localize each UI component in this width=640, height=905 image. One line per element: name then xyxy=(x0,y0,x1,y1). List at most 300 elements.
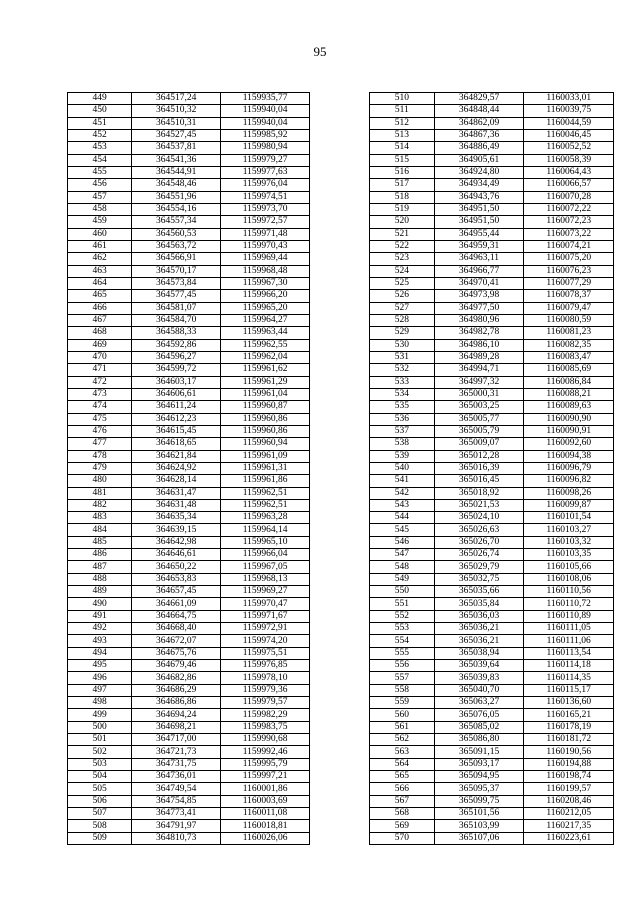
x-coordinate-cell: 364612,23 xyxy=(132,413,221,425)
table-row xyxy=(68,808,310,820)
x-coordinate-cell: 364675,76 xyxy=(132,647,221,659)
point-number-cell: 507 xyxy=(68,808,132,820)
x-coordinate-cell: 364951,50 xyxy=(434,203,524,215)
point-number-cell: 550 xyxy=(370,586,435,598)
point-number-cell: 454 xyxy=(68,154,132,166)
y-coordinate-cell: 1159963,28 xyxy=(221,512,310,524)
point-number-cell: 569 xyxy=(370,820,435,832)
page-number: 95 xyxy=(313,44,327,59)
table-row xyxy=(68,364,310,376)
y-coordinate-cell: 1159964,27 xyxy=(221,314,310,326)
y-coordinate-cell: 1160052,52 xyxy=(524,142,614,154)
point-number-cell: 474 xyxy=(68,401,132,413)
y-coordinate-cell: 1160003,69 xyxy=(221,795,310,807)
point-number-cell: 458 xyxy=(68,203,132,215)
point-number-cell: 539 xyxy=(370,450,435,462)
table-row xyxy=(68,783,310,795)
y-coordinate-cell: 1160108,06 xyxy=(524,573,614,585)
x-coordinate-cell: 364577,45 xyxy=(132,290,221,302)
table-row xyxy=(68,647,310,659)
x-coordinate-cell: 365036,21 xyxy=(434,623,524,635)
table-row xyxy=(370,327,614,339)
point-number-cell: 537 xyxy=(370,425,435,437)
x-coordinate-cell: 364628,14 xyxy=(132,475,221,487)
point-number-cell: 511 xyxy=(370,105,435,117)
point-number-cell: 465 xyxy=(68,290,132,302)
x-coordinate-cell: 365095,37 xyxy=(434,783,524,795)
point-number-cell: 562 xyxy=(370,734,435,746)
y-coordinate-cell: 1160092,60 xyxy=(524,438,614,450)
table-row xyxy=(370,166,614,178)
x-coordinate-cell: 364621,84 xyxy=(132,450,221,462)
y-coordinate-cell: 1159962,51 xyxy=(221,487,310,499)
y-coordinate-cell: 1159976,85 xyxy=(221,660,310,672)
y-coordinate-cell: 1160111,06 xyxy=(524,635,614,647)
point-number-cell: 509 xyxy=(68,832,132,844)
point-number-cell: 461 xyxy=(68,240,132,252)
table-row xyxy=(370,783,614,795)
x-coordinate-cell: 365086,80 xyxy=(434,734,524,746)
y-coordinate-cell: 1160026,06 xyxy=(221,832,310,844)
x-coordinate-cell: 364635,34 xyxy=(132,512,221,524)
x-coordinate-cell: 365101,56 xyxy=(434,808,524,820)
x-coordinate-cell: 365093,17 xyxy=(434,758,524,770)
point-number-cell: 504 xyxy=(68,771,132,783)
table-row xyxy=(68,709,310,721)
x-coordinate-cell: 364541,36 xyxy=(132,154,221,166)
point-number-cell: 520 xyxy=(370,216,435,228)
y-coordinate-cell: 1159982,29 xyxy=(221,709,310,721)
y-coordinate-cell: 1159966,20 xyxy=(221,290,310,302)
y-coordinate-cell: 1159974,20 xyxy=(221,635,310,647)
table-row xyxy=(68,253,310,265)
x-coordinate-cell: 364959,31 xyxy=(434,240,524,252)
x-coordinate-cell: 364631,47 xyxy=(132,487,221,499)
point-number-cell: 453 xyxy=(68,142,132,154)
y-coordinate-cell: 1160058,39 xyxy=(524,154,614,166)
point-number-cell: 567 xyxy=(370,795,435,807)
x-coordinate-cell: 365036,03 xyxy=(434,610,524,622)
table-row xyxy=(68,216,310,228)
y-coordinate-cell: 1159964,14 xyxy=(221,524,310,536)
x-coordinate-cell: 365024,10 xyxy=(434,512,524,524)
point-number-cell: 486 xyxy=(68,549,132,561)
y-coordinate-cell: 1160077,29 xyxy=(524,277,614,289)
point-number-cell: 478 xyxy=(68,450,132,462)
table-row xyxy=(370,364,614,376)
table-row xyxy=(68,203,310,215)
y-coordinate-cell: 1159970,43 xyxy=(221,240,310,252)
x-coordinate-cell: 364611,24 xyxy=(132,401,221,413)
y-coordinate-cell: 1160105,66 xyxy=(524,561,614,573)
y-coordinate-cell: 1160080,59 xyxy=(524,314,614,326)
point-number-cell: 479 xyxy=(68,462,132,474)
table-row xyxy=(370,573,614,585)
point-number-cell: 512 xyxy=(370,117,435,129)
y-coordinate-cell: 1160212,05 xyxy=(524,808,614,820)
table-row xyxy=(68,129,310,141)
table-row xyxy=(370,290,614,302)
x-coordinate-cell: 365003,25 xyxy=(434,401,524,413)
x-coordinate-cell: 364986,10 xyxy=(434,339,524,351)
x-coordinate-cell: 365099,75 xyxy=(434,795,524,807)
x-coordinate-cell: 364672,07 xyxy=(132,635,221,647)
x-coordinate-cell: 364848,44 xyxy=(434,105,524,117)
coordinates-table-left xyxy=(67,92,310,845)
y-coordinate-cell: 1159972,57 xyxy=(221,216,310,228)
y-coordinate-cell: 1160001,86 xyxy=(221,783,310,795)
y-coordinate-cell: 1159962,55 xyxy=(221,339,310,351)
table-row xyxy=(370,425,614,437)
x-coordinate-cell: 364698,21 xyxy=(132,721,221,733)
table-row xyxy=(68,771,310,783)
table-row xyxy=(68,105,310,117)
point-number-cell: 538 xyxy=(370,438,435,450)
y-coordinate-cell: 1160190,56 xyxy=(524,746,614,758)
table-row xyxy=(370,499,614,511)
x-coordinate-cell: 364639,15 xyxy=(132,524,221,536)
table-row xyxy=(370,117,614,129)
y-coordinate-cell: 1160098,26 xyxy=(524,487,614,499)
table-row xyxy=(370,450,614,462)
point-number-cell: 473 xyxy=(68,388,132,400)
x-coordinate-cell: 364966,77 xyxy=(434,265,524,277)
table-row xyxy=(370,524,614,536)
x-coordinate-cell: 364544,91 xyxy=(132,166,221,178)
point-number-cell: 557 xyxy=(370,672,435,684)
point-number-cell: 515 xyxy=(370,154,435,166)
y-coordinate-cell: 1159961,62 xyxy=(221,364,310,376)
x-coordinate-cell: 365036,21 xyxy=(434,635,524,647)
y-coordinate-cell: 1159960,87 xyxy=(221,401,310,413)
y-coordinate-cell: 1160165,21 xyxy=(524,709,614,721)
x-coordinate-cell: 365107,06 xyxy=(434,832,524,844)
table-row xyxy=(370,401,614,413)
y-coordinate-cell: 1159967,30 xyxy=(221,277,310,289)
x-coordinate-cell: 364682,86 xyxy=(132,672,221,684)
table-row xyxy=(68,191,310,203)
table-row xyxy=(370,228,614,240)
table-row xyxy=(68,425,310,437)
table-row xyxy=(68,290,310,302)
y-coordinate-cell: 1160208,46 xyxy=(524,795,614,807)
point-number-cell: 540 xyxy=(370,462,435,474)
table-row xyxy=(68,573,310,585)
table-row xyxy=(370,240,614,252)
point-number-cell: 559 xyxy=(370,697,435,709)
x-coordinate-cell: 364563,72 xyxy=(132,240,221,252)
y-coordinate-cell: 1160076,23 xyxy=(524,265,614,277)
table-row xyxy=(68,832,310,844)
y-coordinate-cell: 1159979,57 xyxy=(221,697,310,709)
x-coordinate-cell: 364791,97 xyxy=(132,820,221,832)
table-row xyxy=(68,586,310,598)
table-row xyxy=(370,684,614,696)
y-coordinate-cell: 1159995,79 xyxy=(221,758,310,770)
point-number-cell: 530 xyxy=(370,339,435,351)
y-coordinate-cell: 1160085,69 xyxy=(524,364,614,376)
point-number-cell: 554 xyxy=(370,635,435,647)
point-number-cell: 505 xyxy=(68,783,132,795)
x-coordinate-cell: 365000,31 xyxy=(434,388,524,400)
x-coordinate-cell: 364584,70 xyxy=(132,314,221,326)
x-coordinate-cell: 365016,39 xyxy=(434,462,524,474)
table-row xyxy=(68,758,310,770)
table-row xyxy=(68,475,310,487)
x-coordinate-cell: 364560,53 xyxy=(132,228,221,240)
y-coordinate-cell: 1160075,20 xyxy=(524,253,614,265)
y-coordinate-cell: 1160115,17 xyxy=(524,684,614,696)
table-row xyxy=(370,512,614,524)
table-row xyxy=(68,339,310,351)
x-coordinate-cell: 364970,41 xyxy=(434,277,524,289)
table-row xyxy=(370,586,614,598)
point-number-cell: 516 xyxy=(370,166,435,178)
point-number-cell: 488 xyxy=(68,573,132,585)
table-row xyxy=(370,746,614,758)
table-row xyxy=(370,808,614,820)
y-coordinate-cell: 1159974,51 xyxy=(221,191,310,203)
point-number-cell: 459 xyxy=(68,216,132,228)
point-number-cell: 499 xyxy=(68,709,132,721)
point-number-cell: 513 xyxy=(370,129,435,141)
x-coordinate-cell: 364905,61 xyxy=(434,154,524,166)
table-row xyxy=(68,327,310,339)
x-coordinate-cell: 364736,01 xyxy=(132,771,221,783)
y-coordinate-cell: 1159960,86 xyxy=(221,425,310,437)
x-coordinate-cell: 364668,40 xyxy=(132,623,221,635)
table-row xyxy=(68,228,310,240)
table-row xyxy=(68,376,310,388)
x-coordinate-cell: 364955,44 xyxy=(434,228,524,240)
x-coordinate-cell: 365039,83 xyxy=(434,672,524,684)
x-coordinate-cell: 365021,53 xyxy=(434,499,524,511)
y-coordinate-cell: 1160194,88 xyxy=(524,758,614,770)
x-coordinate-cell: 364510,31 xyxy=(132,117,221,129)
point-number-cell: 518 xyxy=(370,191,435,203)
x-coordinate-cell: 364650,22 xyxy=(132,561,221,573)
table-row xyxy=(370,265,614,277)
table-row xyxy=(370,734,614,746)
y-coordinate-cell: 1159962,04 xyxy=(221,351,310,363)
table-row xyxy=(68,314,310,326)
table-row xyxy=(68,142,310,154)
point-number-cell: 506 xyxy=(68,795,132,807)
y-coordinate-cell: 1159969,27 xyxy=(221,586,310,598)
x-coordinate-cell: 364510,32 xyxy=(132,105,221,117)
x-coordinate-cell: 364592,86 xyxy=(132,339,221,351)
point-number-cell: 552 xyxy=(370,610,435,622)
point-number-cell: 456 xyxy=(68,179,132,191)
table-row xyxy=(370,203,614,215)
point-number-cell: 535 xyxy=(370,401,435,413)
point-number-cell: 565 xyxy=(370,771,435,783)
table-row xyxy=(370,179,614,191)
y-coordinate-cell: 1160199,57 xyxy=(524,783,614,795)
y-coordinate-cell: 1160178,19 xyxy=(524,721,614,733)
table-row xyxy=(370,216,614,228)
x-coordinate-cell: 364557,34 xyxy=(132,216,221,228)
point-number-cell: 493 xyxy=(68,635,132,647)
y-coordinate-cell: 1159965,10 xyxy=(221,536,310,548)
x-coordinate-cell: 364749,54 xyxy=(132,783,221,795)
table-row xyxy=(68,524,310,536)
y-coordinate-cell: 1160103,35 xyxy=(524,549,614,561)
y-coordinate-cell: 1160110,72 xyxy=(524,598,614,610)
x-coordinate-cell: 365005,77 xyxy=(434,413,524,425)
x-coordinate-cell: 365005,79 xyxy=(434,425,524,437)
x-coordinate-cell: 364657,45 xyxy=(132,586,221,598)
point-number-cell: 496 xyxy=(68,672,132,684)
point-number-cell: 568 xyxy=(370,808,435,820)
x-coordinate-cell: 364934,49 xyxy=(434,179,524,191)
table-row xyxy=(370,277,614,289)
x-coordinate-cell: 364573,84 xyxy=(132,277,221,289)
table-row xyxy=(370,721,614,733)
point-number-cell: 517 xyxy=(370,179,435,191)
y-coordinate-cell: 1160018,81 xyxy=(221,820,310,832)
x-coordinate-cell: 364886,49 xyxy=(434,142,524,154)
table-row xyxy=(370,598,614,610)
table-row xyxy=(68,697,310,709)
point-number-cell: 498 xyxy=(68,697,132,709)
x-coordinate-cell: 364566,91 xyxy=(132,253,221,265)
x-coordinate-cell: 364810,73 xyxy=(132,832,221,844)
y-coordinate-cell: 1160217,35 xyxy=(524,820,614,832)
point-number-cell: 451 xyxy=(68,117,132,129)
point-number-cell: 544 xyxy=(370,512,435,524)
y-coordinate-cell: 1160110,89 xyxy=(524,610,614,622)
y-coordinate-cell: 1159976,04 xyxy=(221,179,310,191)
table-body-right xyxy=(370,93,614,845)
x-coordinate-cell: 365032,75 xyxy=(434,573,524,585)
point-number-cell: 494 xyxy=(68,647,132,659)
x-coordinate-cell: 365091,15 xyxy=(434,746,524,758)
x-coordinate-cell: 365040,70 xyxy=(434,684,524,696)
x-coordinate-cell: 364973,98 xyxy=(434,290,524,302)
table-row xyxy=(68,561,310,573)
point-number-cell: 558 xyxy=(370,684,435,696)
table-row xyxy=(370,154,614,166)
x-coordinate-cell: 364631,48 xyxy=(132,499,221,511)
x-coordinate-cell: 364867,36 xyxy=(434,129,524,141)
point-number-cell: 484 xyxy=(68,524,132,536)
table-row xyxy=(68,721,310,733)
table-row xyxy=(68,302,310,314)
x-coordinate-cell: 364606,61 xyxy=(132,388,221,400)
point-number-cell: 521 xyxy=(370,228,435,240)
y-coordinate-cell: 1160088,21 xyxy=(524,388,614,400)
table-row xyxy=(68,549,310,561)
point-number-cell: 555 xyxy=(370,647,435,659)
table-row xyxy=(370,388,614,400)
y-coordinate-cell: 1159992,46 xyxy=(221,746,310,758)
y-coordinate-cell: 1159975,51 xyxy=(221,647,310,659)
point-number-cell: 510 xyxy=(370,93,435,105)
x-coordinate-cell: 364517,24 xyxy=(132,93,221,105)
y-coordinate-cell: 1160101,54 xyxy=(524,512,614,524)
point-number-cell: 495 xyxy=(68,660,132,672)
table-row xyxy=(68,820,310,832)
table-row xyxy=(370,709,614,721)
table-row xyxy=(68,512,310,524)
point-number-cell: 514 xyxy=(370,142,435,154)
x-coordinate-cell: 364717,00 xyxy=(132,734,221,746)
x-coordinate-cell: 364731,75 xyxy=(132,758,221,770)
y-coordinate-cell: 1159961,04 xyxy=(221,388,310,400)
y-coordinate-cell: 1159961,86 xyxy=(221,475,310,487)
table-row xyxy=(68,746,310,758)
y-coordinate-cell: 1159983,75 xyxy=(221,721,310,733)
table-row xyxy=(68,672,310,684)
y-coordinate-cell: 1159961,09 xyxy=(221,450,310,462)
x-coordinate-cell: 364661,09 xyxy=(132,598,221,610)
table-row xyxy=(68,487,310,499)
x-coordinate-cell: 364679,46 xyxy=(132,660,221,672)
table-row xyxy=(370,339,614,351)
table-row xyxy=(68,610,310,622)
y-coordinate-cell: 1160082,35 xyxy=(524,339,614,351)
x-coordinate-cell: 364554,16 xyxy=(132,203,221,215)
point-number-cell: 502 xyxy=(68,746,132,758)
point-number-cell: 542 xyxy=(370,487,435,499)
x-coordinate-cell: 364527,45 xyxy=(132,129,221,141)
y-coordinate-cell: 1159969,44 xyxy=(221,253,310,265)
table-row xyxy=(370,93,614,105)
y-coordinate-cell: 1160078,37 xyxy=(524,290,614,302)
point-number-cell: 528 xyxy=(370,314,435,326)
point-number-cell: 533 xyxy=(370,376,435,388)
x-coordinate-cell: 364980,96 xyxy=(434,314,524,326)
table-row xyxy=(370,129,614,141)
x-coordinate-cell: 364773,41 xyxy=(132,808,221,820)
y-coordinate-cell: 1159990,68 xyxy=(221,734,310,746)
point-number-cell: 531 xyxy=(370,351,435,363)
x-coordinate-cell: 364570,17 xyxy=(132,265,221,277)
table-row xyxy=(68,93,310,105)
point-number-cell: 492 xyxy=(68,623,132,635)
x-coordinate-cell: 364581,07 xyxy=(132,302,221,314)
x-coordinate-cell: 365035,84 xyxy=(434,598,524,610)
point-number-cell: 466 xyxy=(68,302,132,314)
y-coordinate-cell: 1159963,44 xyxy=(221,327,310,339)
table-row xyxy=(370,549,614,561)
x-coordinate-cell: 364603,17 xyxy=(132,376,221,388)
y-coordinate-cell: 1160090,90 xyxy=(524,413,614,425)
table-row xyxy=(68,660,310,672)
point-number-cell: 467 xyxy=(68,314,132,326)
y-coordinate-cell: 1159977,63 xyxy=(221,166,310,178)
point-number-cell: 450 xyxy=(68,105,132,117)
point-number-cell: 460 xyxy=(68,228,132,240)
table-row xyxy=(370,647,614,659)
point-number-cell: 472 xyxy=(68,376,132,388)
table-row xyxy=(370,487,614,499)
point-number-cell: 522 xyxy=(370,240,435,252)
y-coordinate-cell: 1159979,27 xyxy=(221,154,310,166)
x-coordinate-cell: 364829,57 xyxy=(434,93,524,105)
y-coordinate-cell: 1159970,47 xyxy=(221,598,310,610)
point-number-cell: 462 xyxy=(68,253,132,265)
point-number-cell: 536 xyxy=(370,413,435,425)
point-number-cell: 487 xyxy=(68,561,132,573)
y-coordinate-cell: 1160081,23 xyxy=(524,327,614,339)
y-coordinate-cell: 1159979,36 xyxy=(221,684,310,696)
y-coordinate-cell: 1160113,54 xyxy=(524,647,614,659)
y-coordinate-cell: 1160090,91 xyxy=(524,425,614,437)
table-row xyxy=(370,561,614,573)
y-coordinate-cell: 1159960,94 xyxy=(221,438,310,450)
